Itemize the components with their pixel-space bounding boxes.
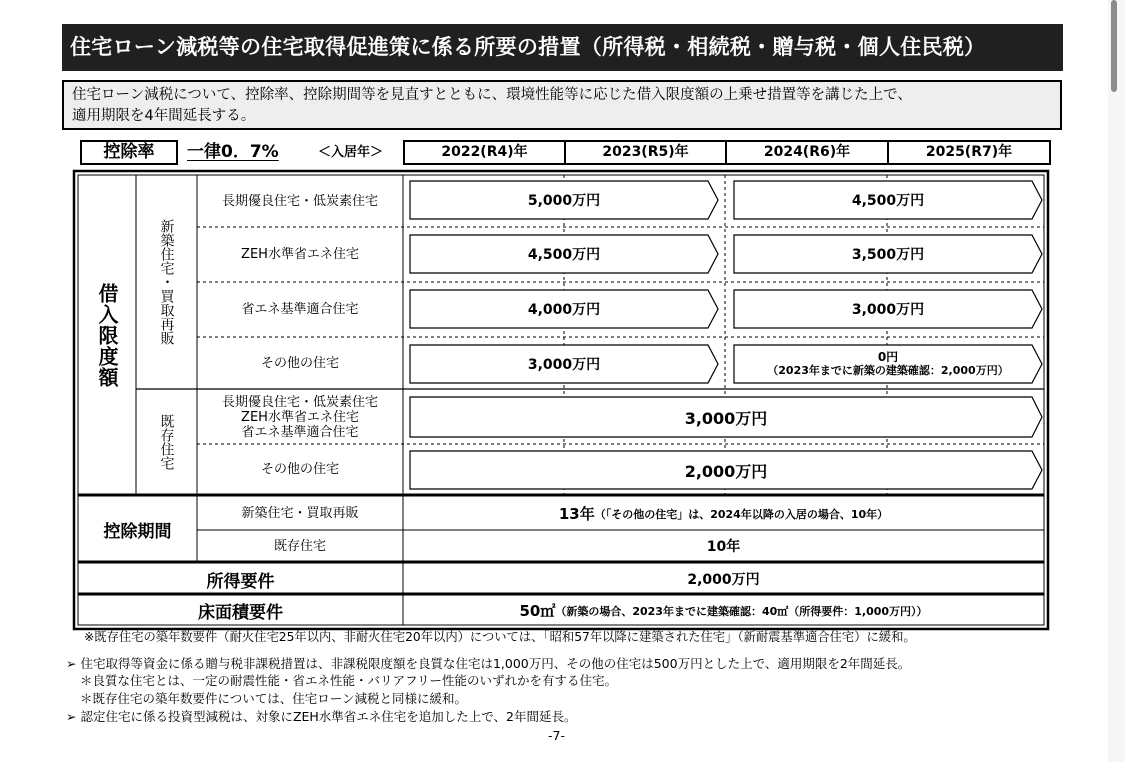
limit-arrow-2022-2023 [409,289,719,329]
limit-value-note: （2023年までに新築の建築確認：2,000万円） [767,364,1009,377]
housing-type-cell [197,390,403,444]
housing-type-cell: その他の住宅 [260,462,339,477]
housing-type-line: 省エネ基準適合住宅 [241,424,359,440]
year-header-2024: 2024(R6)年 [725,140,889,165]
year-header-2025: 2025(R7)年 [887,140,1051,165]
borrowing-limit-header [78,175,136,495]
limit-value: 0円 [877,350,899,364]
new-housing-label: 新築住宅・買取再販 [158,219,175,345]
housing-type-cell: 長期優良住宅・低炭素住宅 [221,193,378,209]
limit-arrow-2022-2023 [409,234,719,274]
intro-paragraph: 住宅ローン減税について、控除率、控除期間等を見直すとともに、環境性能等に応じた借入限度額の上乗せ措置等を講じた上で、 適用期限を4年間延長する。 [62,80,1062,130]
sub-note: ＊既存住宅の築年数要件については、住宅ローン減税と同様に緩和。 [80,691,468,706]
limit-arrow-existing [409,450,1043,490]
income-requirement-label: 所得要件 [206,571,275,592]
year-header-2022: 2022(R4)年 [403,140,566,165]
floor-area-requirement-value-cell [403,596,1044,625]
limit-value: 4,500万円 [527,247,601,263]
existing-housing-header [136,389,197,495]
limit-value: 2,000万円 [684,461,768,481]
floor-area-value: 50㎡ [519,602,556,620]
period-type-cell: 既存住宅 [273,538,326,554]
page-title: 住宅ローン減税等の住宅取得促進策に係る所要の措置（所得税・相続税・贈与税・個人住民税） [62,24,1063,71]
sub-note: ＊良質な住宅とは、一定の耐震性能・省エネ性能・バリアフリー性能のいずれかを有する住宅。 [80,673,618,688]
limit-arrow-2022-2023 [409,180,719,220]
limit-arrow-2024-2025 [733,234,1043,274]
limit-value: 4,000万円 [527,302,601,318]
limit-value: 3,000万円 [527,357,601,373]
rate-value: 一律0．7% [187,142,279,162]
housing-type-cell: その他の住宅 [260,355,339,371]
year-header-2023: 2023(R5)年 [564,140,727,165]
period-type-cell: 新築住宅・買取再販 [241,506,359,521]
housing-type-line: 長期優良住宅・低炭素住宅 [221,394,378,410]
existing-housing-label: 既存住宅 [158,414,175,470]
rate-label: 控除率 [80,140,178,165]
new-housing-header [136,175,197,389]
limit-value: 3,500万円 [851,247,925,263]
vertical-scrollbar[interactable] [1108,0,1125,762]
floor-area-note: （新築の場合、2023年までに建築確認：40㎡（所得要件：1,000万円）） [555,604,928,618]
period-value-note: （「その他の住宅」は、2024年以降の入居の場合、10年） [594,507,889,521]
borrowing-limit-label: 借入限度額 [95,282,119,388]
entry-year-label: ＜入居年＞ [318,145,384,160]
housing-type-cell: ZEH水準省エネ住宅 [241,247,359,262]
period-value: 10年 [706,539,741,555]
limit-arrow-2024-2025 [733,344,1043,384]
page-number: -7- [548,728,565,743]
housing-type-cell: 省エネ基準適合住宅 [241,302,359,317]
limit-value: 4,500万円 [851,193,925,209]
limit-arrow-2022-2023 [409,344,719,384]
limit-arrow-existing [409,396,1043,438]
footnote: ※既存住宅の築年数要件（耐火住宅25年以内、非耐火住宅20年以内）については、「昭和57年以降に建築された住宅」（新耐震基準適合住宅）に緩和。 [84,630,916,644]
limit-value: 3,000万円 [684,408,768,428]
period-value-cell [403,497,1044,530]
bullet-note: ➢ 認定住宅に係る投資型減税は、対象にZEH水準省エネ住宅を追加した上で、2年間延長。 [66,709,577,724]
deduction-period-label: 控除期間 [103,522,172,542]
limit-arrow-2024-2025 [733,180,1043,220]
bullet-note: ➢ 住宅取得等資金に係る贈与税非課税措置は、非課税限度額を良質な住宅は1,000万円、その他の住宅は500万円とした上で、適用期限を2年間延長。 [66,656,911,671]
limit-value: 3,000万円 [851,302,925,318]
housing-type-line: ZEH水準省エネ住宅 [241,409,359,425]
limit-arrow-2024-2025 [733,289,1043,329]
income-requirement-value: 2,000万円 [687,572,760,588]
scrollbar-thumb[interactable] [1111,0,1117,92]
limit-value: 5,000万円 [527,193,601,209]
period-value: 13年 [558,505,595,523]
floor-area-requirement-label: 床面積要件 [198,603,283,623]
